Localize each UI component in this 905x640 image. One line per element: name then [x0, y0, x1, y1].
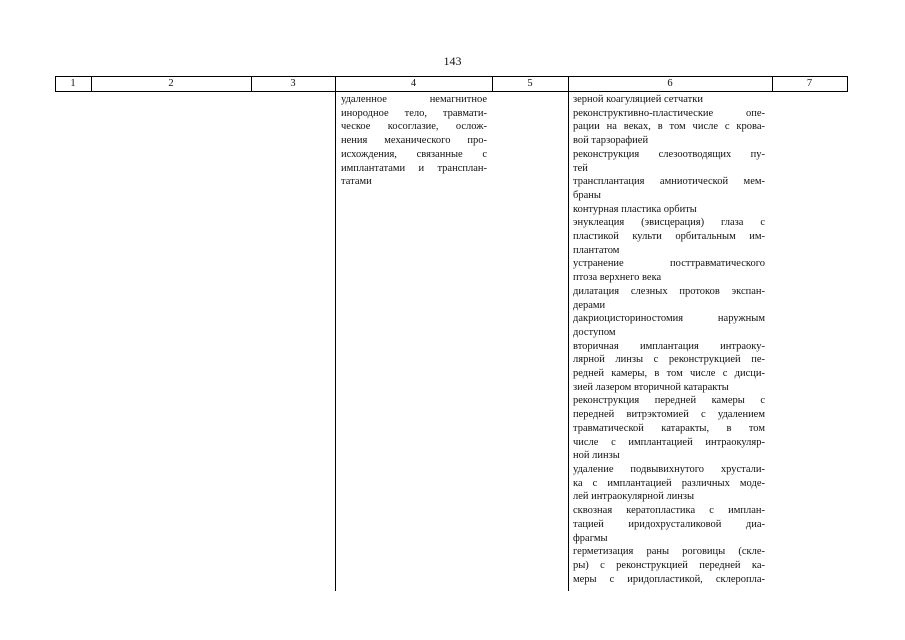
cell-line: редней камеры, в том числе с дисци-	[573, 368, 765, 380]
cell-line: меры с иридопластикой, склеропла-	[573, 573, 765, 585]
cell-line: числе с имплантацией интраокуляр-	[573, 436, 765, 448]
cell-line: плантатом	[573, 244, 620, 256]
cell-line: передней витрэктомией с удалением	[573, 409, 765, 421]
column-header-2: 2	[168, 78, 174, 89]
cell-line: вой тарзорафией	[573, 135, 649, 147]
page-number: 143	[443, 54, 462, 68]
cell-line: тей	[573, 162, 588, 174]
cell-line: зерной коагуляцией сетчатки	[573, 94, 703, 105]
column-header-5: 5	[527, 78, 533, 89]
column-divider	[251, 76, 252, 92]
cell-line: дилатация слезных протоков экспан-	[573, 285, 765, 297]
cell-line: доступом	[573, 326, 616, 338]
column-header-4: 4	[410, 78, 417, 89]
cell-line: татами	[341, 176, 372, 188]
cell-line: удаление подвывихнутого хрустали-	[573, 463, 765, 475]
cell-line: зией лазером вторичной катаракты	[573, 381, 729, 393]
cell-line: удаленное немагнитное	[341, 94, 487, 105]
cell-line: лярной линзы с реконструкцией пе-	[573, 354, 765, 366]
column-header-1: 1	[70, 78, 76, 89]
cell-line: исхождения, связанные с	[341, 148, 487, 160]
column-4-cell	[341, 93, 487, 189]
column-header-3: 3	[290, 78, 296, 89]
column-header-7: 7	[806, 78, 813, 89]
cell-line: герметизация раны роговицы (скле-	[573, 546, 765, 558]
column-divider	[55, 76, 56, 92]
cell-line: ной линзы	[573, 450, 620, 462]
cell-line: реконструкция передней камеры с	[573, 395, 765, 407]
cell-line: лей интраокулярной линзы	[573, 491, 695, 503]
column-divider	[568, 76, 569, 591]
column-divider	[335, 76, 336, 591]
column-divider	[492, 76, 493, 92]
cell-line: трансплантация амниотической мем-	[573, 176, 765, 188]
column-divider	[847, 76, 848, 92]
cell-line: энуклеация (эвисцерация) глаза с	[573, 217, 765, 229]
column-6-cell	[573, 93, 765, 586]
cell-line: реконструкция слезоотводящих пу-	[573, 148, 765, 160]
cell-line: дерами	[573, 299, 606, 311]
column-divider	[91, 76, 92, 92]
cell-line: рации на веках, в том числе с крова-	[573, 121, 765, 133]
cell-line: инородное тело, травмати-	[341, 107, 487, 119]
cell-line: травматической катаракты, в том	[573, 422, 765, 434]
cell-line: ческое косоглазие, ослож-	[341, 121, 487, 133]
cell-line: устранение посттравматического	[573, 258, 765, 270]
cell-line: тацией иридохрусталиковой диа-	[573, 518, 765, 530]
cell-line: ка с имплантацией различных моде-	[573, 477, 765, 489]
cell-line: контурная пластика орбиты	[573, 203, 697, 215]
table-header-row	[55, 76, 847, 92]
cell-line: имплантатами и трансплан-	[341, 162, 487, 174]
cell-line: вторичная имплантация интраоку-	[573, 340, 765, 352]
column-header-6: 6	[667, 78, 673, 89]
column-divider	[772, 76, 773, 92]
cell-line: браны	[573, 189, 601, 201]
cell-line: сквозная кератопластика с имплан-	[573, 505, 765, 517]
cell-line: пластикой культи орбитальным им-	[573, 231, 765, 243]
cell-line: ры) с реконструкцией передней ка-	[573, 559, 765, 571]
cell-line: птоза верхнего века	[573, 272, 662, 284]
cell-line: нения механического про-	[341, 135, 487, 147]
cell-line: фрагмы	[573, 532, 608, 544]
cell-line: дакриоцисториностомия наружным	[573, 313, 765, 325]
cell-line: реконструктивно-пластические опе-	[573, 107, 765, 119]
